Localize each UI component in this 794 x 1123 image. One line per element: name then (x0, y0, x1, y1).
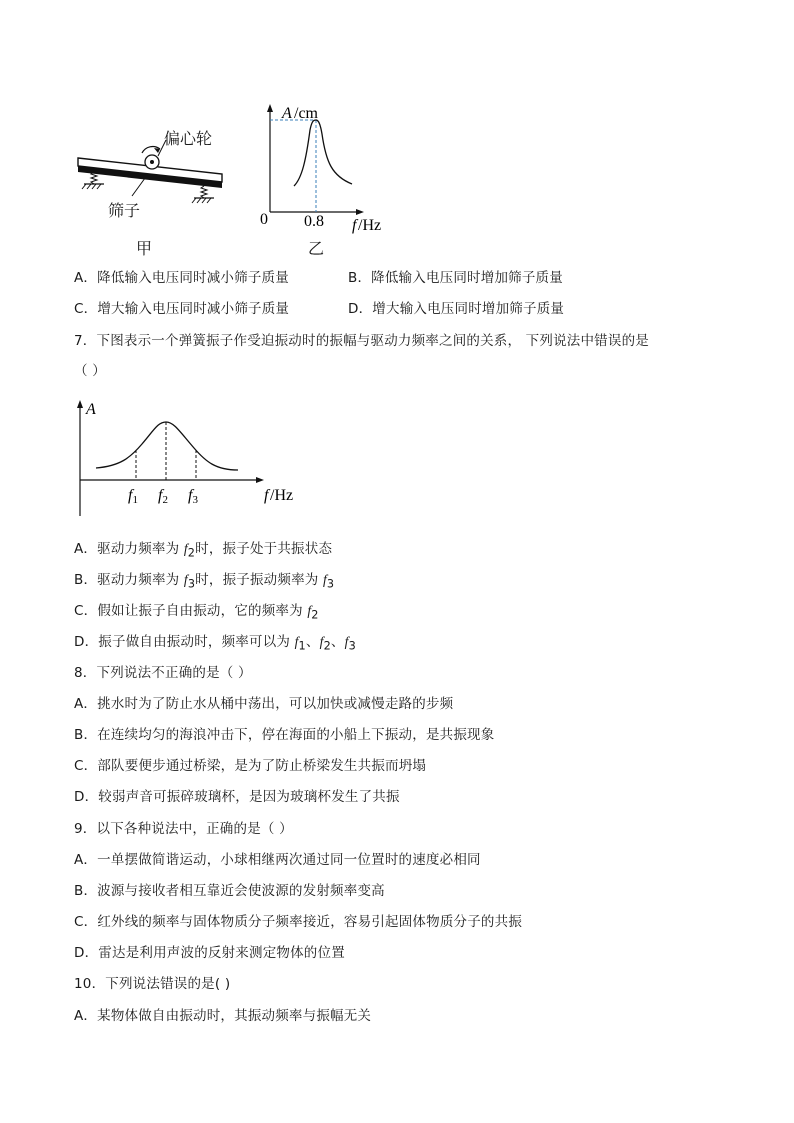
q10-option-a: A．某物体做自由振动时，其振动频率与振幅无关 (74, 1008, 372, 1024)
q8-option-d: D．较弱声音可振碎玻璃杯，是因为玻璃杯发生了共振 (74, 789, 400, 805)
tick-f3: f3 (188, 487, 198, 506)
y-axis-unit: /cm (294, 105, 318, 122)
amplitude-curve (96, 422, 238, 470)
q7-option-a: A．驱动力频率为 $f_2$时，振子处于共振状态 (74, 541, 333, 560)
tick-f1: f1 (128, 487, 138, 506)
q8-option-c: C．部队要便步通过桥梁，是为了防止桥梁发生共振而坍塌 (74, 758, 427, 774)
origin-label: 0 (260, 211, 268, 228)
y-axis-label: A (86, 401, 96, 418)
q6-option-b: B．降低输入电压同时增加筛子质量 (348, 270, 563, 286)
right-spring (201, 186, 207, 198)
x-axis-var: f (264, 487, 269, 504)
q9-option-a: A．一单摆做简谐运动，小球相继两次通过同一位置时的速度必相同 (74, 852, 481, 868)
q9-option-d: D．雷达是利用声波的反射来测定物体的位置 (74, 945, 345, 961)
q10-stem: 10．下列说法错误的是( ) (74, 976, 231, 992)
tick-f2: f2 (158, 487, 168, 506)
q9-option-b: B．波源与接收者相互靠近会使波源的发射频率变高 (74, 883, 385, 899)
eccentric-wheel-label: 偏心轮 (164, 129, 213, 148)
resonance-graph-yi (256, 100, 396, 260)
q7-option-b: B．驱动力频率为 $f_3$时，振子振动频率为 $f_3$ (74, 572, 335, 591)
figure-jia-caption: 甲 (136, 239, 153, 258)
figure-yi-caption: 乙 (308, 239, 325, 258)
q6-option-c: C．增大输入电压同时减小筛子质量 (74, 301, 290, 317)
forced-vibration-graph (70, 396, 310, 522)
q8-option-a: A．挑水时为了防止水从桶中荡出，可以加快或减慢走路的步频 (74, 696, 454, 712)
resonance-curve (294, 120, 352, 186)
figure-yi (256, 100, 396, 260)
q7-option-c: C．假如让振子自由振动，它的频率为 $f_2$ (74, 603, 319, 622)
figure-q7 (70, 396, 310, 522)
q8-stem: 8．下列说法不正确的是（ ） (74, 665, 252, 681)
x-axis-unit: /Hz (270, 487, 294, 504)
sieve-label: 筛子 (108, 201, 141, 220)
q9-option-c: C．红外线的频率与固体物质分子频率接近，容易引起固体物质分子的共振 (74, 914, 523, 930)
q7-answer-paren: （ ） (74, 363, 106, 379)
y-axis-var: A (282, 105, 292, 122)
q6-option-a: A．降低输入电压同时减小筛子质量 (74, 270, 289, 286)
x-axis-var: f (352, 217, 357, 234)
q7-option-d: D．振子做自由振动时，频率可以为 $f_1$、$f_2$、$f_3$ (74, 634, 356, 653)
q7-stem: 7．下图表示一个弹簧振子作受迫振动时的振幅与驱动力频率之间的关系， 下列说法中错误的是 (74, 333, 649, 349)
q6-option-d: D．增大输入电压同时增加筛子质量 (348, 301, 565, 317)
x-axis-unit: /Hz (358, 217, 382, 234)
q8-option-b: B．在连续均匀的海浪冲击下，停在海面的小船上下振动，是共振现象 (74, 727, 495, 743)
peak-tick-label: 0.8 (304, 213, 324, 230)
q9-stem: 9．以下各种说法中，正确的是（ ） (74, 821, 293, 837)
